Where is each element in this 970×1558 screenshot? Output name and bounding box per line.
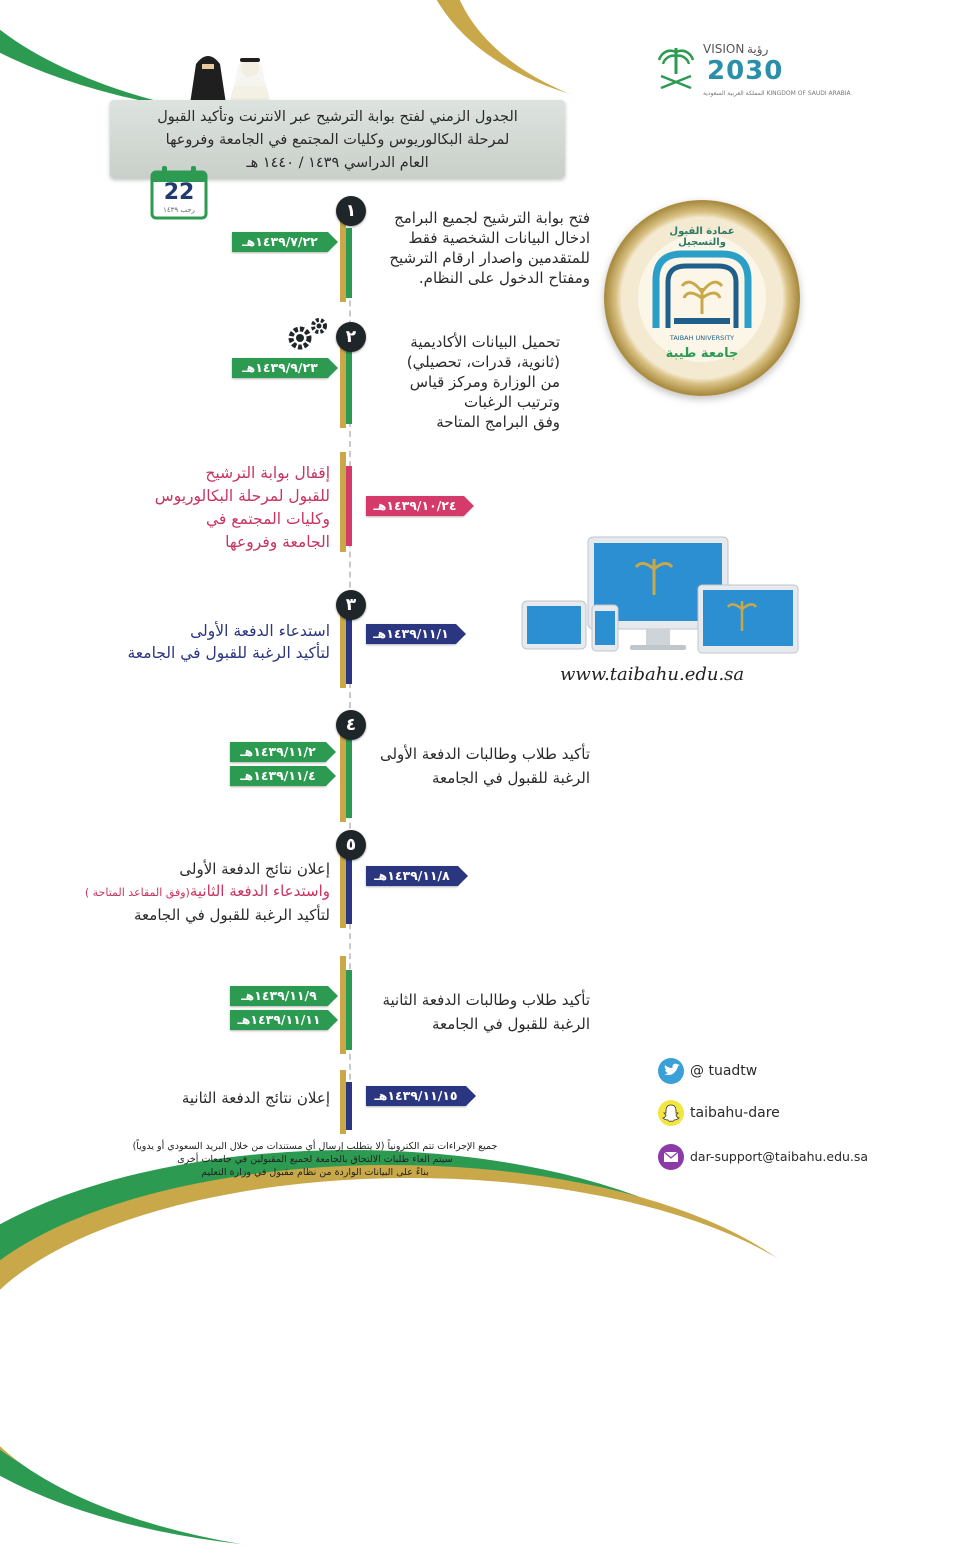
step-4-line-1: تأكيد طلاب وطالبات الدفعة الأولى (379, 745, 590, 763)
step-5-line-2 (84, 880, 330, 904)
vision-label-ar: رؤية (747, 42, 769, 56)
step-2-line-2: (ثانوية، قدرات، تحصيلي) (406, 353, 560, 371)
seal-en-text: TAIBAH UNIVERSITY (669, 334, 735, 342)
support-email[interactable]: dar-support@taibahu.edu.sa (690, 1149, 869, 1164)
step-5-line-2-main: واستدعاء الدفعة الثانية (189, 882, 330, 900)
step-4-text (360, 742, 590, 790)
step-close-line-2: للقبول لمرحلة البكالوريوس (154, 487, 330, 505)
step-2-line-3: من الوزارة ومركز قياس (409, 373, 560, 391)
step-close-line-3: وكليات المجتمع في (205, 510, 330, 528)
step-2-text (360, 332, 560, 432)
step-1-line-2: ادخال البيانات الشخصية فقط (408, 229, 590, 247)
step-5-bar-navy (346, 858, 352, 924)
step-1-bar-green (346, 228, 352, 298)
vision-2030-logo (655, 42, 851, 102)
step-1-text (360, 208, 590, 288)
step-5-line-1: إعلان نتائج الدفعة الأولى (179, 860, 330, 878)
step-2-number: ٢ (336, 322, 366, 352)
twitter-handle[interactable]: @ tuadtw (690, 1063, 758, 1079)
footnote-line-2: سيتم الغاء طلبات الالتحاق بالجامعة لجميع المقبولين في جامعات أخرى (177, 1154, 453, 1165)
taibah-university-logo-icon (636, 232, 768, 364)
bottom-white-swoosh (0, 1178, 860, 1558)
title-line-1: الجدول الزمني لفتح بوابة الترشيح عبر الانترنت وتأكيد القبول (157, 109, 518, 125)
step-results2-line-1: إعلان نتائج الدفعة الثانية (181, 1089, 330, 1107)
website-link[interactable]: www.taibahu.edu.sa (560, 664, 745, 685)
seal-top-text: عمادة القبول والتسجيل (669, 226, 735, 248)
vision-kingdom: المملكة العربية السعودية KINGDOM OF SAUDI ARABIA (703, 90, 851, 97)
twitter-icon (658, 1058, 684, 1084)
vision-label-en: VISION (703, 42, 745, 56)
footnote (110, 1140, 520, 1179)
step-confirm2-bar-green (346, 970, 352, 1050)
step-3-text (110, 620, 330, 664)
step-5-number: ٥ (336, 830, 366, 860)
step-close-line-1: إقفال بوابة الترشيح (205, 464, 330, 482)
vision-year: 2030 (707, 56, 784, 86)
step-confirm2-line-1: تأكيد طلاب وطالبات الدفعة الثانية (382, 991, 590, 1009)
calendar-day: 22 (163, 180, 195, 205)
step-4-date-1: ١٤٣٩/١١/٢هـ (230, 742, 326, 762)
step-confirm2-date-2: ١٤٣٩/١١/١١هـ (230, 1010, 328, 1030)
step-close-date: ١٤٣٩/١٠/٢٤هـ (366, 496, 464, 516)
step-2-bar-green (346, 350, 352, 424)
snapchat-icon (658, 1100, 684, 1126)
step-confirm2-date-1: ١٤٣٩/١١/٩هـ (230, 986, 328, 1006)
step-5-text (84, 858, 330, 926)
step-results2-bar-navy (346, 1082, 352, 1130)
step-5-line-3: لتأكيد الرغبة للقبول في الجامعة (134, 906, 330, 924)
step-3-line-2: لتأكيد الرغبة للقبول في الجامعة (127, 644, 330, 662)
step-5-date: ١٤٣٩/١١/٨هـ (366, 866, 458, 886)
calendar-icon (150, 164, 208, 220)
step-close-text (130, 462, 330, 554)
palm-swords-emblem-icon (655, 44, 697, 98)
step-1-line-1: فتح بوابة الترشيح لجميع البرامج (394, 209, 590, 227)
step-2-date: ١٤٣٩/٩/٢٣هـ (232, 358, 328, 378)
devices-illustration-icon (520, 535, 800, 660)
step-4-line-2: الرغبة للقبول في الجامعة (431, 769, 590, 787)
snapchat-handle[interactable]: taibahu-dare (690, 1105, 780, 1121)
step-2-line-4: وترتيب الرغبات (464, 393, 560, 411)
step-1-number: ١ (336, 196, 366, 226)
step-results2-date: ١٤٣٩/١١/١٥هـ (366, 1086, 466, 1106)
email-icon (658, 1144, 684, 1170)
step-3-bar-navy (346, 618, 352, 684)
step-confirm2-text (360, 988, 590, 1036)
students-illustration-icon (178, 46, 278, 104)
step-close-line-4: الجامعة وفروعها (225, 533, 330, 551)
footnote-line-3: بناءً على البيانات الواردة من نظام مقبول في وزارة التعليم (201, 1167, 429, 1178)
footnote-line-1: جميع الإجراءات تتم الكترونياً (لا يتطلب إرسال أي مستندات من خلال البريد السعودي أو يدوياً) (132, 1141, 498, 1152)
step-1-line-3: للمتقدمين واصدار ارقام الترشيح (389, 249, 590, 267)
step-2-line-1: تحميل البيانات الأكاديمية (410, 333, 560, 351)
step-3-line-1: استدعاء الدفعة الأولى (190, 622, 330, 640)
seal-bottom-text: جامعة طيبة (665, 346, 739, 361)
step-1-line-4: ومفتاح الدخول على النظام. (418, 269, 590, 287)
step-1-date: ١٤٣٩/٧/٢٢هـ (232, 232, 328, 252)
step-4-number: ٤ (336, 710, 366, 740)
step-results2-text (130, 1088, 330, 1108)
title-line-2: لمرحلة البكالوريوس وكليات المجتمع في الجامعة وفروعها (165, 132, 510, 148)
step-2-line-5: وفق البرامج المتاحة (436, 413, 560, 431)
step-3-number: ٣ (336, 590, 366, 620)
step-4-date-2: ١٤٣٩/١١/٤هـ (230, 766, 326, 786)
step-3-date: ١٤٣٩/١١/١هـ (366, 624, 456, 644)
step-confirm2-line-2: الرغبة للقبول في الجامعة (431, 1015, 590, 1033)
step-4-bar-green (346, 738, 352, 818)
gears-icon (286, 316, 330, 352)
step-5-line-2-note: (وفق المقاعد المتاحة ) (84, 886, 190, 899)
step-close-bar-pink (346, 466, 352, 546)
calendar-month: رجب ١٤٣٩ (163, 206, 195, 214)
title-line-3: العام الدراسي ١٤٣٩ / ١٤٤٠ هـ (246, 155, 429, 171)
